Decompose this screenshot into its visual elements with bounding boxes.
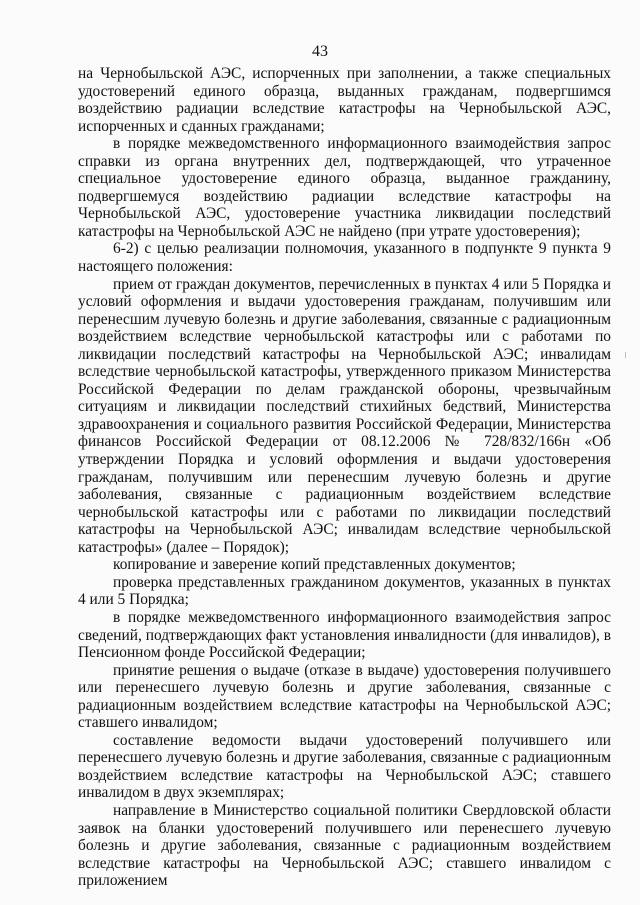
paragraph: в порядке межведомственного информационного взаимодействия запрос сведений, подтверждающих факт установления инвалидности (для инвалидов), в Пенсионном фонде Российской Федерации; bbox=[78, 608, 611, 662]
document-body bbox=[78, 65, 611, 890]
paragraph: в порядке межведомственного информационного взаимодействия запрос справки из органа внутренних дел, подтверждающей, что утраченное специальное удостоверение единого образца, выданное гражданину, подвергшемуся воздействию радиации вследствие катастрофы на Чернобыльской АЭС, удостоверение участника ликвидации последствий катастрофы на Чернобыльской АЭС не найдено (при утрате удостоверения); bbox=[78, 135, 611, 240]
page-number: 43 bbox=[312, 43, 328, 60]
paragraph: принятие решения о выдаче (отказе в выдаче) удостоверения получившего или перенесшего лучевую болезнь и другие заболевания, связанные с радиационным воздействием вследствие катастрофы на Чернобыльской АЭС; ставшего инвалидом; bbox=[78, 661, 611, 732]
paragraph: прием от граждан документов, перечисленных в пунктах 4 или 5 Порядка и условий оформления и выдачи удостоверения гражданам, получившим или перенесшим лучевую болезнь и другие заболевания, связанные с радиационным воздействием вследствие чернобыльской катастрофы или с работами по ликвидации последствий катастрофы на Чернобыльской АЭС; инвалидам вследствие чернобыльской катастрофы, утвержденного приказом Министерства Российской Федерации по делам гражданской обороны, чрезвычайным ситуациям и ликвидации последствий стихийных бедствий, Министерства здравоохранения и социального развития Российской Федерации, Министерства финансов Российской Федерации от 08.12.2006 № 728/832/166н «Об утверждении Порядка и условий оформления и выдачи удостоверения гражданам, получившим или перенесшим лучевую болезнь и другие заболевания, связанные с радиационным воздействием вследствие чернобыльской катастрофы или с работами по ликвидации последствий катастрофы на Чернобыльской АЭС; инвалидам вследствие чернобыльской катастрофы» (далее – Порядок); bbox=[78, 275, 611, 556]
paragraph: составление ведомости выдачи удостоверений получившего или перенесшего лучевую болезнь и другие заболевания, связанные с радиационным воздействием вследствие катастрофы на Чернобыльской АЭС; ставшего инвалидом в двух экземплярах; bbox=[78, 731, 611, 802]
paragraph: на Чернобыльской АЭС, испорченных при заполнении, а также специальных удостоверений единого образца, выданных гражданам, подвергшимся воздействию радиации вследствие катастрофы на Чернобыльской АЭС, испорченных и сданных гражданами; bbox=[78, 65, 611, 135]
paragraph: проверка представленных гражданином документов, указанных в пунктах 4 или 5 Порядка; bbox=[78, 573, 611, 609]
paragraph: направление в Министерство социальной политики Свердловской области заявок на бланки удостоверений получившего или перенесшего лучевую болезнь и другие заболевания, связанные с радиационным воздействием вследствие катастрофы на Чернобыльской АЭС; ставшего инвалидом с приложением bbox=[78, 801, 611, 890]
scan-mark bbox=[625, 352, 626, 358]
paragraph: 6-2) с целью реализации полномочия, указанного в подпункте 9 пункта 9 настоящего положения: bbox=[78, 240, 611, 276]
paragraph: копирование и заверение копий представленных документов; bbox=[113, 556, 516, 574]
